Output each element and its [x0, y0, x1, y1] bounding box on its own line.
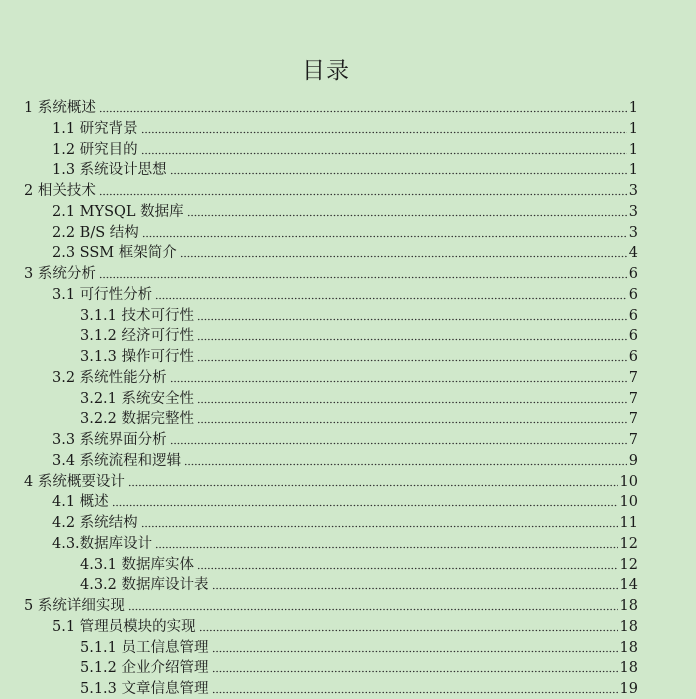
- toc-entry-label: 4.3.1 数据库实体: [80, 556, 195, 573]
- toc-entry[interactable]: [80, 553, 638, 574]
- toc-entry[interactable]: [52, 366, 638, 387]
- dot-leader: [170, 172, 627, 175]
- dot-leader: [141, 152, 627, 155]
- toc-entry-label: 5 系统详细实现: [24, 598, 125, 614]
- toc-entry-page-number: 1: [628, 120, 638, 137]
- dot-leader: [155, 546, 617, 549]
- toc-entry[interactable]: [80, 656, 638, 677]
- toc-entry-label: 3.2.2 数据完整性: [80, 411, 195, 428]
- dot-leader: [112, 504, 618, 507]
- toc-entry-page-number: 11: [619, 515, 638, 531]
- toc-entry-page-number: 19: [619, 681, 638, 697]
- toc-entry-label: 2 相关技术: [24, 183, 96, 199]
- toc-entry-label: 3.1.2 经济可行性: [80, 328, 195, 345]
- dot-leader: [184, 463, 627, 466]
- toc-entry[interactable]: [80, 324, 638, 345]
- toc-entry-label: 3.2.1 系统安全性: [80, 390, 195, 407]
- toc-entry-page-number: 7: [628, 432, 638, 448]
- toc-entry[interactable]: [52, 200, 638, 221]
- toc-entry-label: 3.1.3 操作可行性: [80, 349, 195, 365]
- toc-entry[interactable]: [52, 449, 638, 470]
- toc-entry[interactable]: [24, 470, 638, 491]
- toc-entry[interactable]: [52, 221, 638, 242]
- toc-entry-label: 3.1.1 技术可行性: [80, 307, 195, 324]
- toc-entry[interactable]: [80, 345, 638, 366]
- toc-entry-page-number: 18: [619, 618, 638, 635]
- dot-leader: [197, 401, 627, 404]
- toc-entry-page-number: 12: [619, 556, 638, 573]
- toc-entry[interactable]: [80, 304, 638, 325]
- dot-leader: [197, 318, 627, 321]
- toc-entry[interactable]: [24, 96, 638, 117]
- dot-leader: [128, 608, 618, 611]
- toc-entry-page-number: 12: [619, 535, 638, 552]
- toc-entry-page-number: 3: [628, 224, 638, 241]
- dot-leader: [197, 338, 627, 341]
- toc-entry-label: 3.1 可行性分析: [52, 286, 153, 303]
- toc-entry-label: 4.3.数据库设计: [52, 535, 153, 552]
- toc-entry-page-number: 7: [628, 390, 638, 407]
- toc-entry-label: 3.2 系统性能分析: [52, 369, 167, 386]
- toc-entry-page-number: 7: [628, 369, 638, 386]
- toc-entry-page-number: 6: [628, 349, 638, 365]
- toc-entry[interactable]: [52, 158, 638, 179]
- toc-entry-label: 1.3 系统设计思想: [52, 162, 167, 179]
- dot-leader: [199, 629, 618, 632]
- toc-entry-page-number: 6: [628, 307, 638, 324]
- toc-entry-label: 3.3 系统界面分析: [52, 432, 167, 448]
- toc-entry[interactable]: [80, 387, 638, 408]
- toc-entry-page-number: 18: [619, 660, 638, 677]
- toc-entry[interactable]: [52, 532, 638, 553]
- toc-entry-page-number: 10: [619, 473, 638, 490]
- toc-entry-page-number: 4: [628, 245, 638, 262]
- toc-entry-label: 4 系统概要设计: [24, 473, 125, 490]
- toc-entry[interactable]: [24, 594, 638, 615]
- dot-leader: [99, 193, 627, 196]
- dot-leader: [212, 650, 618, 653]
- toc-entry[interactable]: [24, 262, 638, 283]
- toc-entry-label: 5.1 管理员模块的实现: [52, 618, 196, 635]
- dot-leader: [99, 276, 627, 279]
- dot-leader: [155, 297, 627, 300]
- toc-entry-label: 1 系统概述: [24, 100, 96, 116]
- dot-leader: [170, 380, 627, 383]
- dot-leader: [142, 235, 627, 238]
- toc-entry[interactable]: [52, 428, 638, 449]
- toc-entry-page-number: 6: [628, 266, 638, 282]
- toc-entry-label: 4.2 系统结构: [52, 515, 138, 531]
- toc-entry-label: 3.4 系统流程和逻辑: [52, 452, 182, 469]
- toc-entry-label: 5.1.2 企业介绍管理: [80, 660, 209, 677]
- dot-leader: [212, 587, 618, 590]
- toc-entry[interactable]: [52, 615, 638, 636]
- toc-entry-label: 1.2 研究目的: [52, 141, 138, 158]
- toc-entry-page-number: 18: [619, 598, 638, 614]
- dot-leader: [212, 670, 618, 673]
- dot-leader: [170, 442, 627, 445]
- toc-entry-page-number: 6: [628, 328, 638, 345]
- toc-entry-label: 3 系统分析: [24, 266, 96, 282]
- dot-leader: [197, 359, 627, 362]
- toc-entry[interactable]: [80, 677, 638, 698]
- toc-entry[interactable]: [52, 283, 638, 304]
- dot-leader: [141, 525, 618, 528]
- toc-entry[interactable]: [80, 407, 638, 428]
- dot-leader: [212, 691, 618, 694]
- toc-entry[interactable]: [24, 179, 638, 200]
- toc-entry[interactable]: [52, 490, 638, 511]
- toc-entry[interactable]: [52, 138, 638, 159]
- toc-entry-page-number: 7: [628, 411, 638, 428]
- toc-entry-label: 1.1 研究背景: [52, 120, 138, 137]
- dot-leader: [197, 567, 618, 570]
- toc-entry-page-number: 14: [619, 577, 638, 594]
- toc-entry-label: 5.1.3 文章信息管理: [80, 681, 209, 697]
- toc-entry-page-number: 1: [628, 141, 638, 158]
- toc-entry-label: 2.1 MYSQL 数据库: [52, 203, 184, 220]
- dot-leader: [187, 214, 627, 217]
- toc-entry-label: 4.1 概述: [52, 494, 109, 511]
- toc-entry-page-number: 3: [628, 203, 638, 220]
- toc-entry[interactable]: [80, 573, 638, 594]
- toc-entry[interactable]: [52, 117, 638, 138]
- toc-entry-label: 4.3.2 数据库设计表: [80, 577, 209, 594]
- toc-entry-page-number: 10: [619, 494, 638, 511]
- toc-entry-page-number: 6: [628, 286, 638, 303]
- dot-leader: [141, 131, 627, 134]
- dot-leader: [128, 484, 618, 487]
- toc-entry-page-number: 3: [628, 183, 638, 199]
- toc-title: 目录: [302, 58, 350, 84]
- toc-entry-label: 2.3 SSM 框架简介: [52, 245, 177, 262]
- toc-entry-page-number: 1: [628, 162, 638, 179]
- dot-leader: [197, 421, 627, 424]
- toc-entry[interactable]: [80, 636, 638, 657]
- toc-entry-label: 5.1.1 员工信息管理: [80, 639, 209, 656]
- toc-entry[interactable]: [52, 511, 638, 532]
- dot-leader: [99, 110, 627, 113]
- toc-entry-page-number: 18: [619, 639, 638, 656]
- toc-entry-page-number: 9: [628, 452, 638, 469]
- toc-entry-page-number: 1: [628, 100, 638, 116]
- dot-leader: [180, 255, 627, 258]
- toc-entry[interactable]: [52, 241, 638, 262]
- toc-entry-label: 2.2 B/S 结构: [52, 224, 139, 241]
